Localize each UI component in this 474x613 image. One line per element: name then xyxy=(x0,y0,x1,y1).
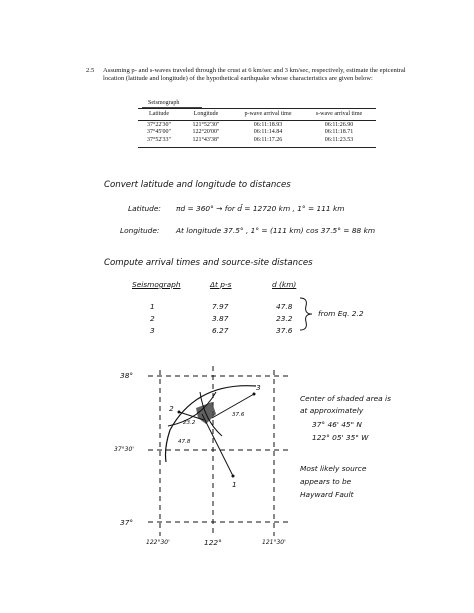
dist-row-2-d: 23.2 xyxy=(276,314,293,323)
cell: 06:11:18.93 xyxy=(253,122,283,129)
radius-line-1 xyxy=(202,414,233,476)
dist-label-47-8: 47.8 xyxy=(178,439,191,445)
dist-row-3-d: 37.6 xyxy=(276,326,293,335)
cell: 121°52'30" xyxy=(192,122,220,129)
dist-row-3-dt: 6.27 xyxy=(212,326,229,335)
latitude-expression: πd = 360° → for d̄ = 12720 km , 1° = 111 km xyxy=(176,204,345,213)
dist-row-1-dt: 7.97 xyxy=(212,302,229,311)
note-center-line1: Center of shaded area is xyxy=(300,394,391,403)
dist-row-1-id: 1 xyxy=(150,302,155,311)
cell: 37°22'30" xyxy=(147,122,171,129)
cell: 06:11:18.71 xyxy=(324,129,354,136)
note-center-line2: at approximately xyxy=(300,406,364,415)
cell: 06:11:26.90 xyxy=(324,122,354,129)
cell: 06:11:14.84 xyxy=(253,129,283,136)
dist-row-3-id: 3 xyxy=(150,326,155,335)
lon-label-122-30: 122°30' xyxy=(146,539,170,546)
cell: 37°52'33" xyxy=(147,136,171,143)
lat-label-37-30: 37°30' xyxy=(114,446,134,453)
lon-label-121-30: 121°30' xyxy=(262,539,286,546)
dist-col-delta-t: Δt p-s xyxy=(210,280,232,289)
note-source-line3: Hayward Fault xyxy=(300,490,354,499)
cell: 122°20'00" xyxy=(192,129,220,136)
station-3-marker xyxy=(253,393,256,396)
dist-row-1-d: 47.8 xyxy=(276,302,293,311)
note-center-lon: 122° 05' 35" W xyxy=(312,433,369,442)
station-3-label: 3 xyxy=(256,383,261,392)
brace-note: from Eq. 2.2 xyxy=(318,309,364,318)
station-1-label: 1 xyxy=(232,480,237,489)
dist-row-2-id: 2 xyxy=(150,314,155,323)
lat-label-38: 38° xyxy=(120,371,134,380)
note-source-line1: Most likely source xyxy=(300,464,367,473)
latitude-label: Latitude: xyxy=(128,204,161,213)
col-latitude: Latitude xyxy=(149,111,169,117)
lon-label-122: 122° xyxy=(204,538,222,547)
col-longitude: Longitude xyxy=(193,111,219,117)
cell: 06:11:17.26 xyxy=(253,136,283,143)
problem-text: Assuming p- and s-waves traveled through the crust at 6 km/sec and 3 km/sec, respectively, estimate the epicentral location (latitude and longitude) of the hypothetical earthquake whose characteristics are given below: xyxy=(103,67,406,83)
station-2-label: 2 xyxy=(169,404,174,413)
col-s-arrival: s-wave arrival time xyxy=(315,111,363,117)
cell: 37°45'00" xyxy=(147,129,171,136)
col-p-arrival: p-wave arrival time xyxy=(244,111,292,117)
cell: 121°43'38" xyxy=(192,136,220,143)
longitude-expression: At longitude 37.5° , 1° = (111 km) cos 37.5° = 88 km xyxy=(176,226,376,235)
arc-station-1 xyxy=(166,386,257,462)
dist-label-23-2: 23.2 xyxy=(183,420,196,426)
longitude-label: Longitude: xyxy=(120,226,160,235)
station-1-marker xyxy=(232,475,235,478)
note-center-lat: 37° 46' 45" N xyxy=(312,420,362,429)
dist-row-2-dt: 3.87 xyxy=(212,314,229,323)
dist-label-37-6: 37.6 xyxy=(232,412,245,418)
cell: 06:11:23.53 xyxy=(324,136,354,143)
heading-convert: Convert latitude and longitude to distances xyxy=(104,180,291,190)
seismograph-group-header: Seismograph xyxy=(148,100,180,106)
dist-col-seismograph: Seismograph xyxy=(132,280,181,289)
lat-label-37: 37° xyxy=(120,518,134,527)
dist-col-d: d (km) xyxy=(272,280,297,289)
note-source-line2: appears to be xyxy=(300,477,352,486)
problem-number: 2.5 xyxy=(86,67,95,74)
brace-shape xyxy=(300,298,312,330)
map-grid xyxy=(148,366,290,536)
heading-compute: Compute arrival times and source-site distances xyxy=(104,258,313,268)
station-2-marker xyxy=(178,411,181,414)
